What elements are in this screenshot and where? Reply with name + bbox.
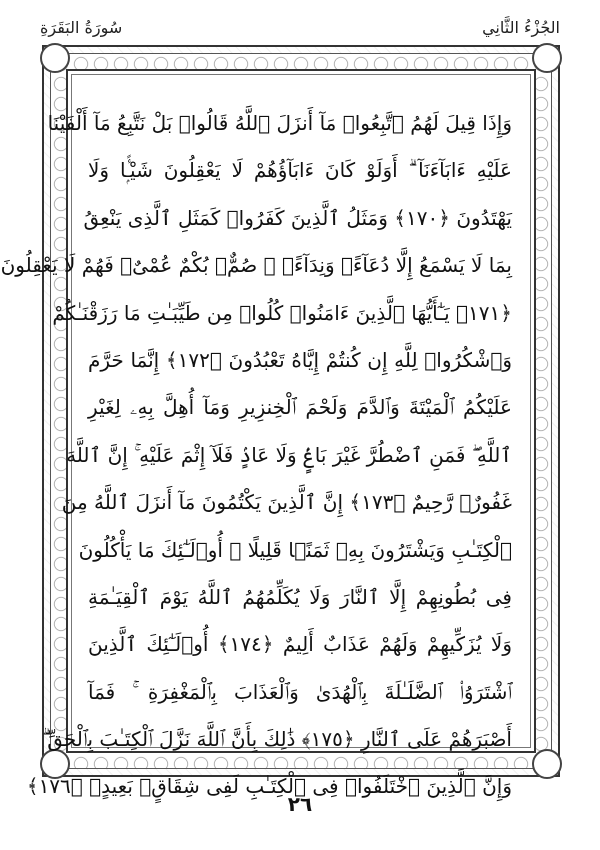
text-line: ٱلْكِتَـٰبِ وَيَشْتَرُونَ بِهِۦ ثَمَنًۭا قَلِيلًا ۙ أُو۟لَـٰٓئِكَ مَا يَأْكُلُونَ [78, 537, 512, 562]
surah-title: سُورَةُ البَقَرَةِ [40, 18, 123, 37]
text-line: وَٱشْكُرُوا۟ لِلَّهِ إِن كُنتُمْ إِيَّاهُ تَعْبُدُونَ ﴿١٧٢﴾ إِنَّمَا حَرَّمَ [88, 347, 513, 372]
text-line: وَلَا يُزَكِّيهِمْ وَلَهُمْ عَذَابٌ أَلِيمٌ ﴿١٧٤﴾ أُو۟لَـٰٓئِكَ ٱلَّذِينَ [88, 632, 512, 657]
text-line: بِمَا لَا يَسْمَعُ إِلَّا دُعَآءًۭ وَنِدَآءًۭ ۚ صُمٌّۢ بُكْمٌ عُمْىٌۭ فَهُمْ لَا يَعْقِلُونَ [0, 253, 512, 278]
text-line: وَإِذَا قِيلَ لَهُمُ ٱتَّبِعُوا۟ مَآ أَنزَلَ ٱللَّهُ قَالُوا۟ بَلْ نَتَّبِعُ مَآ أَلْفَيْنَا [47, 111, 512, 135]
juz-title: الجُزْءُ الثَّانِي [482, 18, 560, 37]
text-line: ٱللَّهِ ۖ فَمَنِ ٱضْطُرَّ غَيْرَ بَاغٍۢ وَلَا عَادٍۢ فَلَآ إِثْمَ عَلَيْهِ ۚ إِنَّ ٱللَّهَ [66, 442, 512, 467]
corner-ornament-icon [532, 43, 562, 73]
text-line: عَلَيْكُمُ ٱلْمَيْتَةَ وَٱلدَّمَ وَلَحْمَ ٱلْخِنزِيرِ وَمَآ أُهِلَّ بِهِۦ لِغَيْرِ [88, 395, 512, 420]
text-line: ٱشْتَرَوُا۟ ٱلضَّلَـٰلَةَ بِٱلْهُدَىٰ وَٱلْعَذَابَ بِٱلْمَغْفِرَةِ ۚ فَمَآ [88, 679, 512, 704]
text-line: عَلَيْهِ ءَابَآءَنَآ ۗ أَوَلَوْ كَانَ ءَابَآؤُهُمْ لَا يَعْقِلُونَ شَيْـًۭٔا وَلَا [88, 158, 512, 183]
text-line: فِى بُطُونِهِمْ إِلَّا ٱلنَّارَ وَلَا يُكَلِّمُهُمُ ٱللَّهُ يَوْمَ ٱلْقِيَـٰمَةِ [88, 584, 512, 609]
page-header [40, 18, 560, 44]
corner-ornament-icon [532, 749, 562, 779]
page-number: ٢٦ [287, 792, 313, 816]
text-line: يَهْتَدُونَ ﴿١٧٠﴾ وَمَثَلُ ٱلَّذِينَ كَفَرُوا۟ كَمَثَلِ ٱلَّذِى يَنْعِقُ [83, 205, 512, 230]
text-line: ﴿١٧١﴾ يَـٰٓأَيُّهَا ٱلَّذِينَ ءَامَنُوا۟ كُلُوا۟ مِن طَيِّبَـٰتِ مَا رَزَقْنَـٰكُمْ [52, 300, 512, 325]
text-line: غَفُورٌۭ رَّحِيمٌ ﴿١٧٣﴾ إِنَّ ٱلَّذِينَ يَكْتُمُونَ مَآ أَنزَلَ ٱللَّهُ مِنَ [61, 490, 512, 515]
quran-text [0, 100, 513, 811]
text-line: أَصْبَرَهُمْ عَلَى ٱلنَّارِ ﴿١٧٥﴾ ذَٰلِكَ بِأَنَّ ٱللَّهَ نَزَّلَ ٱلْكِتَـٰبَ بِٱلْحَقِّ ۗ [42, 727, 512, 752]
text-line: وَإِنَّ ٱلَّذِينَ ٱخْتَلَفُوا۟ فِى ٱلْكِتَـٰبِ لَفِى شِقَاقٍۭ بَعِيدٍۢ ﴿١٧٦﴾ [26, 774, 512, 799]
corner-ornament-icon [40, 43, 70, 73]
